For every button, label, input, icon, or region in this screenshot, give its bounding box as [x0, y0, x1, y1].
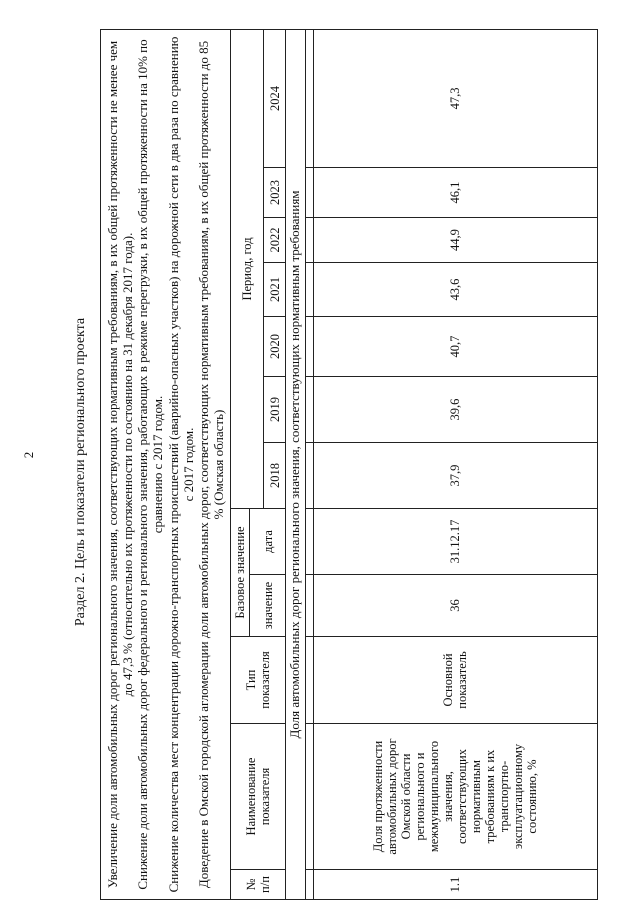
header-base-value: значение — [250, 575, 286, 637]
spacer-cell — [305, 218, 313, 263]
header-year: 2018 — [264, 443, 286, 509]
row-base-value: 36 — [313, 575, 597, 637]
section-title: Раздел 2. Цель и показатели регионального проекта — [73, 317, 88, 627]
header-year: 2024 — [264, 29, 286, 167]
row-value: 40,7 — [313, 317, 597, 377]
goal-line: Увеличение доли автомобильных дорог регионального значения, соответствующих нормативным требованиям, в их общей протяженности не менее чем до 47,3 % (относительно их протяженности по состоянию на 31 декабря 2017 года). — [105, 40, 136, 889]
row-value: 44,9 — [313, 218, 597, 263]
header-year: 2019 — [264, 377, 286, 443]
header-year: 2022 — [264, 218, 286, 263]
spacer-cell — [305, 575, 313, 637]
row-value: 46,1 — [313, 168, 597, 218]
row-name: Доля протяженности автомобильных дорог Омской области регионального и межмуниципального значения, соответствующих нормативным требованиям к их транспортно-эксплуатационному состоянию, % — [313, 724, 597, 870]
spacer-cell — [305, 168, 313, 218]
row-type: Основной показатель — [313, 637, 597, 724]
spacer-cell — [305, 724, 313, 870]
header-num: № п/п — [231, 870, 286, 900]
spacer-cell — [305, 509, 313, 575]
row-value: 43,6 — [313, 263, 597, 317]
header-type: Тип показателя — [231, 637, 286, 724]
goal-statement — [101, 29, 231, 899]
spacer-cell — [305, 443, 313, 509]
header-base-date: дата — [250, 509, 286, 575]
row-value: 39,6 — [313, 377, 597, 443]
header-year: 2021 — [264, 263, 286, 317]
indicators-table — [100, 29, 598, 900]
header-year: 2023 — [264, 168, 286, 218]
header-name: Наименование показателя — [231, 724, 286, 870]
goal-line: Снижение количества мест концентрации дорожно-транспортных происшествий (аварийно-опасных участков) на дорожной сети в два раза по сравнению с 2017 годом. — [165, 36, 196, 893]
rotated-content — [100, 30, 598, 900]
spacer-cell — [305, 377, 313, 443]
spacer-cell — [305, 637, 313, 724]
header-year: 2020 — [264, 317, 286, 377]
row-value: 37,9 — [313, 443, 597, 509]
goal-line: Доведение в Омской городской агломерации доли автомобильных дорог, соответствующих нормативным требованиям, в их общей протяженности до 85 % (Омская область) — [195, 40, 226, 889]
goal-line: Снижение доли автомобильных дорог федерального и регионального значения, работающих в режиме перегрузки, в их общей протяженности на 10% по сравнению с 2017 годом. — [135, 39, 166, 890]
spacer-cell — [305, 317, 313, 377]
page-number: 2 — [21, 451, 36, 459]
row-value: 47,3 — [313, 29, 597, 167]
subheader: Доля автомобильных дорог регионального значения, соответствующих нормативным требованиям — [286, 29, 306, 899]
header-period: Период, год — [231, 29, 264, 508]
spacer-cell — [305, 29, 313, 167]
header-base: Базовое значение — [231, 509, 250, 637]
spacer-cell — [305, 870, 313, 900]
row-base-date: 31.12.17 — [313, 509, 597, 575]
row-num: 1.1 — [313, 870, 597, 900]
spacer-cell — [305, 263, 313, 317]
